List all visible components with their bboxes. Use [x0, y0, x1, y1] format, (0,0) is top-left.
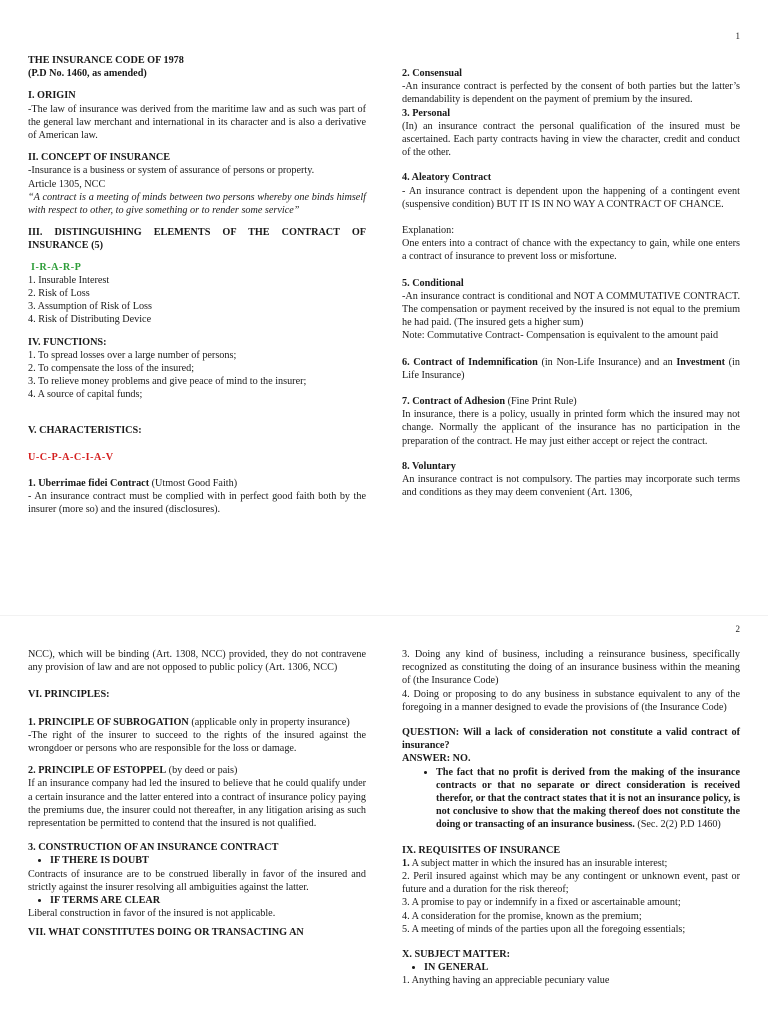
heading-subject-matter: X. SUBJECT MATTER: — [402, 949, 511, 961]
general-heading: • IN GENERAL — [424, 961, 740, 974]
uberrimae-heading: 1. Uberrimae fidei Contract (Utmost Good Faith) — [28, 478, 238, 490]
mnemonic-ucpaciav: U-C-P-A-C-I-A-V — [28, 451, 114, 463]
conditional-text: -An insurance contract is conditional and NOT A COMMUTATIVE CONTRACT. The compensation or payment received by the insured is not equal to the premium he had paid. (The insured gets a higher sum) — [402, 290, 740, 329]
heading-consensual: 2. Consensual — [402, 68, 463, 79]
function-item: 2. To compensate the loss of the insured; — [28, 363, 195, 375]
explanation-text: One enters into a contract of chance with the expectancy to gain, while one enters a contract of insurance to prevent loss or misfortune. — [402, 238, 740, 263]
page1-right-column — [402, 67, 740, 499]
element-item: 4. Risk of Distributing Device — [28, 314, 152, 326]
business-item-3: 3. Doing any kind of business, including a reinsurance business, specifically recognized as constituting the doing of an insurance business within the meaning of (the Insurance Code) — [402, 649, 740, 687]
function-item: 1. To spread losses over a large number of persons; — [28, 349, 237, 361]
document-subtitle: (P.D No. 1460, as amended) — [28, 68, 147, 80]
requisite-item: 1. A subject matter in which the insured has an insurable interest; — [402, 857, 668, 869]
function-item: 4. A source of capital funds; — [28, 389, 143, 401]
personal-text: (In) an insurance contract the personal qualification of the insured must be ascertained. Each party contracts having in view the character, credit and conduct of the other. — [402, 120, 740, 159]
doubt-text: Contracts of insurance are to be construed liberally in favor of the insured and strictly against the insurer resolving all ambiguities against the latter. — [28, 868, 366, 893]
clear-heading: • IF TERMS ARE CLEAR — [50, 894, 366, 907]
note-text: Note: Commutative Contract- Compensation is equivalent to the amount paid — [402, 330, 719, 342]
page-number: 2 — [735, 624, 740, 634]
aleatory-text: - An insurance contract is dependent upon the happening of a contingent event (suspensive condition) BUT IT IS IN NO WAY A CONTRACT OF CHANCE. — [402, 185, 740, 210]
mnemonic-irarp: I-R-A-R-P — [31, 261, 82, 273]
function-item: 3. To relieve money problems and give peace of mind to the insurer; — [28, 376, 307, 388]
clear-text: Liberal construction in favor of the insured is not applicable. — [28, 908, 276, 920]
requisite-item: 2. Peril insured against which may be any contingent or unknown event, past or future and a duration for the risk thereof; — [402, 871, 740, 896]
estoppel-text: If an insurance company had led the insured to believe that he could qualify under a certain insurance and the latter entered into a contract of insurance policy paying the premiums due, the insurer could not thereafter, in any litigation arising as such representation be permitted to contend that the insured is not qualified. — [28, 778, 366, 830]
subject-list — [402, 961, 740, 974]
construction-list — [28, 854, 366, 867]
element-item: 1. Insurable Interest — [28, 274, 110, 286]
question-text: QUESTION: Will a lack of consideration not constitute a valid contract of insurance? — [402, 727, 740, 752]
subrogation-text: -The right of the insurer to succeed to the rights of the insured against the wrongdoer or persons who are responsible for the loss or damage. — [28, 729, 366, 755]
heading-functions: IV. FUNCTIONS: — [28, 336, 107, 348]
element-item: 3. Assumption of Risk of Loss — [28, 301, 152, 313]
heading-requisites: IX. REQUISITES OF INSURANCE — [402, 844, 561, 856]
construction-list — [28, 894, 366, 907]
element-item: 2. Risk of Loss — [28, 288, 90, 300]
contract-quote: “A contract is a meeting of minds between two persons whereby one binds himself with respect to other, to give something or to render some service” — [28, 191, 366, 217]
page1-left-column — [28, 54, 366, 517]
page-separator — [0, 615, 768, 616]
requisite-item: 3. A promise to pay or indemnify in a fixed or ascertainable amount; — [402, 897, 681, 909]
answer-label: ANSWER: NO. — [402, 753, 471, 765]
estoppel-heading: 2. PRINCIPLE OF ESTOPPEL (by deed or pais) — [28, 765, 238, 777]
heading-characteristics: V. CHARACTERISTICS: — [28, 424, 142, 436]
requisite-item: 5. A meeting of minds of the parties upon all the foregoing essentials; — [402, 923, 686, 935]
heading-elements: III. DISTINGUISHING ELEMENTS OF THE CONTRACT OF INSURANCE (5) — [28, 227, 366, 252]
heading-vii: VII. WHAT CONSTITUTES DOING OR TRANSACTING AN — [28, 927, 304, 939]
continued-text: NCC), which will be binding (Art. 1308, NCC) provided, they do not contravene any provision of law and are not opposed to public policy (Art. 1306, NCC) — [28, 649, 366, 674]
subrogation-heading: 1. PRINCIPLE OF SUBROGATION (applicable only in property insurance) — [28, 716, 350, 728]
business-item-4: 4. Doing or proposing to do any business in substance equivalent to any of the foregoing in a manner designed to evade the provisions of (the Insurance Code) — [402, 688, 740, 713]
indemnification-text: 6. Contract of Indemnification (in Non-Life Insurance) and an Investment (in Life Insurance) — [402, 356, 740, 381]
heading-conditional: 5. Conditional — [402, 277, 464, 289]
origin-text: -The law of insurance was derived from the maritime law and as such was part of the general law merchant and international in its character and is also a derivative of American law. — [28, 103, 366, 142]
doubt-heading: • IF THERE IS DOUBT — [50, 854, 366, 867]
heading-personal: 3. Personal — [402, 107, 451, 119]
adhesion-text: In insurance, there is a policy, usually in printed form which the insured may not change. Normally the applicant of the insurance has no participation in the preparation of the contract. He may just either accept or reject the contract. — [402, 409, 740, 447]
heading-construction: 3. CONSTRUCTION OF AN INSURANCE CONTRACT — [28, 842, 279, 854]
voluntary-text: An insurance contract is not compulsory. The parties may incorporate such terms and conditions as they may deem convenient (Art. 1306, — [402, 474, 740, 499]
requisite-item: 4. A consideration for the promise, known as the premium; — [402, 910, 642, 922]
page-number: 1 — [735, 31, 740, 41]
concept-text: -Insurance is a business or system of assurance of persons or property. — [28, 165, 315, 177]
answer-bullet: • The fact that no profit is derived from the making of the insurance contracts or that no separate or direct consideration is received therefor, or that the contract states that it is not an insurance policy, is not conclusive to show that the making thereof does not constitute the doing or transacting of an insurance business. (Sec. 2(2) P.D 1460) — [436, 766, 740, 832]
adhesion-heading: 7. Contract of Adhesion (Fine Print Rule) — [402, 396, 577, 408]
heading-principles: VI. PRINCIPLES: — [28, 689, 110, 701]
page2-right-column — [402, 648, 740, 988]
uberrimae-text: - An insurance contract must be complied with in perfect good faith both by the insurer (more so) and the insured (disclosures). — [28, 491, 366, 516]
heading-voluntary: 8. Voluntary — [402, 460, 456, 472]
heading-aleatory: 4. Aleatory Contract — [402, 172, 492, 184]
answer-list — [402, 766, 740, 832]
article-ref: Article 1305, NCC — [28, 178, 106, 190]
heading-origin: I. ORIGIN — [28, 90, 76, 102]
explanation-label: Explanation: — [402, 225, 455, 237]
subject-item: 1. Anything having an appreciable pecuniary value — [402, 975, 610, 987]
heading-concept: II. CONCEPT OF INSURANCE — [28, 152, 171, 164]
consensual-text: -An insurance contract is perfected by the consent of both parties but the latter’s demandability is dependent on the payment of premium by the insured. — [402, 81, 740, 106]
page2-left-column — [28, 648, 366, 940]
document-title: THE INSURANCE CODE OF 1978 — [28, 55, 184, 66]
